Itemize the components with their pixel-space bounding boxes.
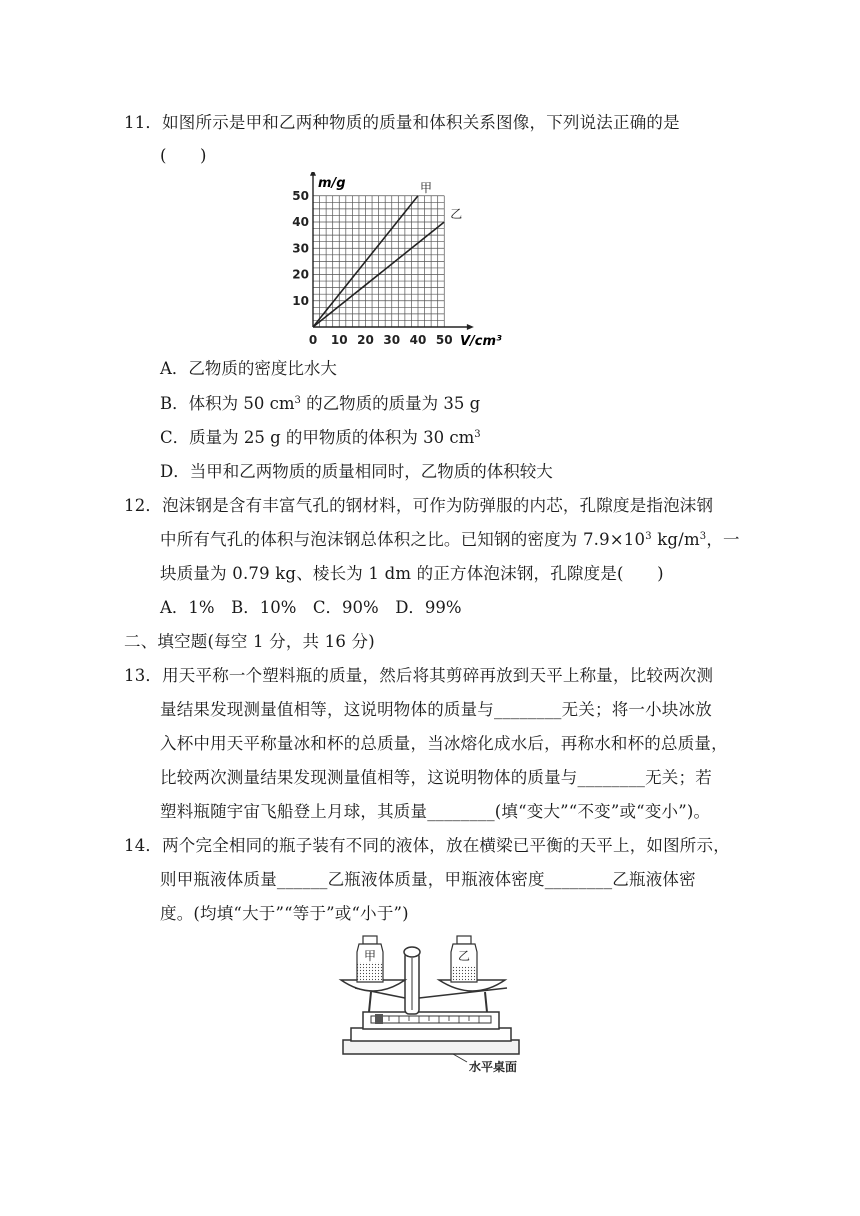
x-tick-label: 30 bbox=[383, 333, 401, 347]
q11-option-b: B．体积为 50 $cm^3$ 的乙物质的质量为 35 g bbox=[160, 394, 481, 413]
q12-line1: 12．泡沫钢是含有丰富气孔的钢材料，可作为防弹服的内芯，孔隙度是指泡沫钢 bbox=[124, 496, 714, 515]
q14-line1: 14．两个完全相同的瓶子装有不同的液体，放在横梁已平衡的天平上，如图所示， bbox=[124, 836, 730, 855]
chart-series bbox=[313, 181, 462, 327]
q14-line2: 则甲瓶液体质量______乙瓶液体质量，甲瓶液体密度________乙瓶液体密 bbox=[160, 870, 696, 889]
bottle-yi bbox=[451, 936, 477, 982]
chart-grid bbox=[313, 196, 444, 327]
q11-option-a: A．乙物质的密度比水大 bbox=[160, 359, 337, 378]
q11-option-c: C．质量为 25 g 的甲物质的体积为 30 $cm^3$ bbox=[160, 428, 481, 447]
y-tick-label: 20 bbox=[292, 267, 309, 282]
q14-line3: 度。(均填“大于”“等于”或“小于”) bbox=[160, 904, 409, 923]
balance-base bbox=[343, 1040, 519, 1054]
q13-line3: 入杯中用天平称量冰和杯的总质量，当冰熔化成水后，再称水和杯的总质量， bbox=[160, 734, 728, 753]
x-tick-label: 50 bbox=[435, 333, 453, 347]
x-tick-label: 20 bbox=[357, 333, 374, 347]
y-axis-label: m/g bbox=[318, 176, 346, 191]
section-heading: 二、填空题(每空 1 分，共 16 分) bbox=[124, 632, 375, 651]
y-tick-label: 50 bbox=[292, 188, 309, 203]
rider-weight bbox=[375, 1014, 383, 1024]
bottle-yi-label: 乙 bbox=[457, 949, 471, 963]
y-axis-arrow bbox=[310, 172, 316, 176]
q13-line2: 量结果发现测量值相等，这说明物体的质量与________无关；将一小块冰放 bbox=[160, 700, 712, 719]
bottle-jia bbox=[357, 936, 383, 982]
x-axis-label: V/cm³ bbox=[460, 334, 502, 349]
q13-line4: 比较两次测量结果发现测量值相等，这说明物体的质量与________无关；若 bbox=[160, 768, 712, 787]
q12-line2: 中所有气孔的体积与泡沫钢总体积之比。已知钢的密度为 $7.9\times 10^3$ $kg/m^3$，一 bbox=[160, 530, 740, 549]
x-tick-label: 40 bbox=[409, 333, 427, 347]
q11-line1: 11．如图所示是甲和乙两种物质的质量和体积关系图像，下列说法正确的是 bbox=[124, 113, 680, 132]
y-tick-label: 30 bbox=[292, 241, 309, 256]
x-axis-arrow bbox=[467, 324, 474, 330]
y-tick-label: 10 bbox=[292, 293, 309, 308]
balance-figure bbox=[335, 930, 535, 1080]
q12-line3: 块质量为 0.79 kg、棱长为 1 dm 的正方体泡沫钢，孔隙度是( ) bbox=[160, 564, 664, 583]
q13-line5: 塑料瓶随宇宙飞船登上月球，其质量________(填“变大”“不变”或“变小”)。 bbox=[160, 802, 711, 821]
q11-option-d: D．当甲和乙两物质的质量相同时，乙物质的体积较大 bbox=[160, 462, 553, 481]
q13-line1: 13．用天平称一个塑料瓶的质量，然后将其剪碎再放到天平上称量，比较两次测 bbox=[124, 666, 714, 685]
q12-options: A．1% B．10% C．90% D．99% bbox=[160, 598, 462, 617]
y-tick-label: 40 bbox=[292, 215, 309, 229]
x-tick-label: 10 bbox=[330, 333, 348, 347]
bottle-jia-label: 甲 bbox=[363, 949, 377, 963]
series-label-jia: 甲 bbox=[420, 180, 433, 195]
series-label-yi: 乙 bbox=[450, 207, 463, 221]
q11-answer-bracket: ( ) bbox=[160, 146, 207, 165]
x-tick-label: 0 bbox=[308, 333, 318, 347]
balance-body bbox=[351, 1028, 511, 1041]
table-caption: 水平桌面 bbox=[469, 1060, 518, 1074]
mass-volume-chart bbox=[0, 172, 860, 352]
